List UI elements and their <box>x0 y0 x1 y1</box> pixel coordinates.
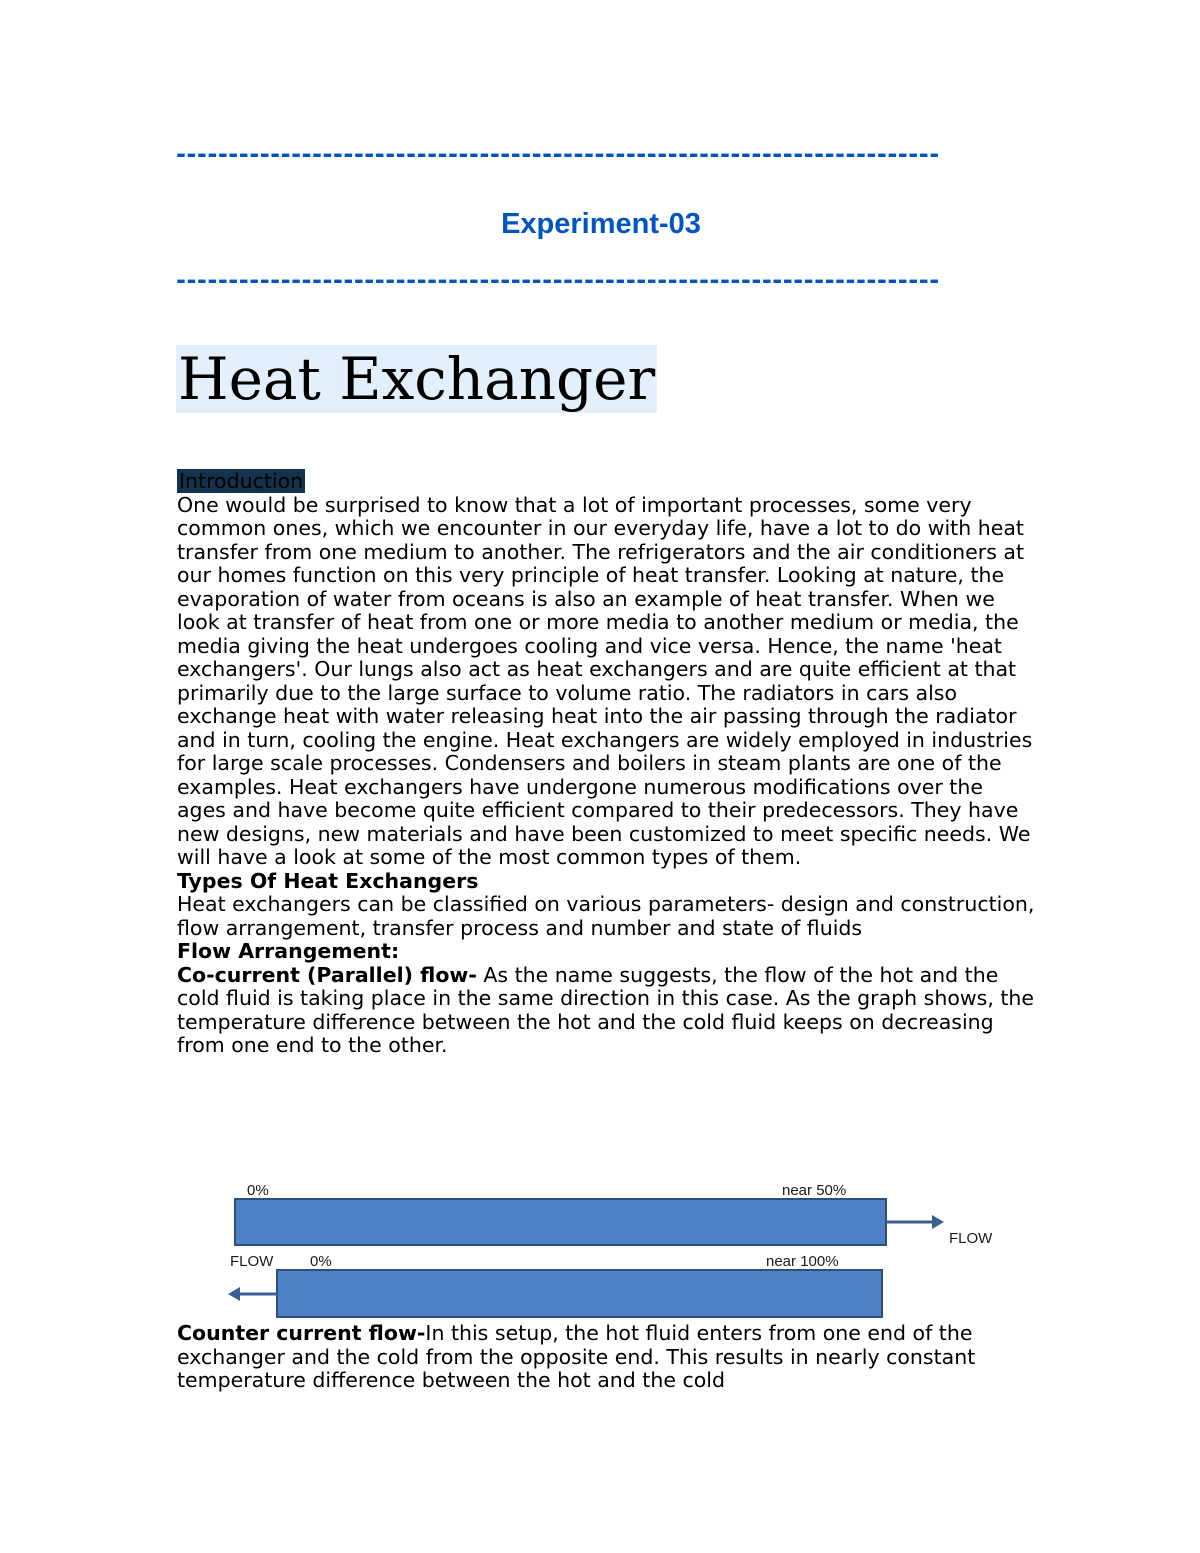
header-dash-rule-bottom: ------------------------------------------------------------------------- <box>176 266 940 294</box>
body-section-1 <box>177 470 1037 1058</box>
cocurrent-text: As the name suggests, the flow of the hot and the cold fluid is taking place in the same direction in this case. As the graph shows, the temperature difference between the hot and the cold fluid keeps on decreasing from one end to the other. <box>177 962 1035 1057</box>
top-flow-bar <box>235 1199 886 1245</box>
bottom-flow-bar <box>277 1270 882 1317</box>
types-paragraph: Heat exchangers can be classified on various parameters- design and construction, flow arrangement, transfer process and number and state of fluids <box>177 892 1035 940</box>
counter-current-term: Counter current flow- <box>177 1321 426 1345</box>
bottom-right-label: near 100% <box>766 1253 839 1270</box>
experiment-title: Experiment-03 <box>501 208 701 240</box>
cocurrent-term: Co-current (Parallel) flow- <box>177 962 477 987</box>
flow-diagram-svg <box>226 1180 1016 1320</box>
top-right-label: near 50% <box>782 1182 847 1199</box>
bottom-flow-label: FLOW <box>230 1253 274 1270</box>
counter-current-paragraph <box>177 1322 1037 1393</box>
flow-diagram <box>226 1180 1016 1320</box>
counter-current-text: In this setup, the hot fluid enters from one end of the exchanger and the cold from the opposite end. This results in nearly constant temperature difference between the hot and the cold <box>177 1321 976 1392</box>
body-section-2 <box>177 1322 1037 1393</box>
document-title <box>176 340 657 418</box>
introduction-heading <box>177 470 1037 494</box>
bottom-left-label: 0% <box>310 1253 332 1270</box>
top-flow-label: FLOW <box>949 1230 993 1247</box>
introduction-heading-text: Introduction <box>179 469 304 493</box>
flow-arrangement-heading: Flow Arrangement: <box>177 939 400 963</box>
document-title-text: Heat Exchanger <box>178 345 656 413</box>
right-arrow-icon <box>932 1215 944 1229</box>
cocurrent-paragraph <box>177 964 1037 1058</box>
top-left-label: 0% <box>247 1182 269 1199</box>
left-arrow-icon <box>228 1287 240 1301</box>
introduction-paragraph: One would be surprised to know that a lot of important processes, some very common ones, which we encounter in our everyday life, have a lot to do with heat transfer from one medium to another. The refrigerators and the air conditioners at our homes function on this very principle of heat transfer. Looking at nature, the evaporation of water from oceans is also an example of heat transfer. When we look at transfer of heat from one or more media to another medium or media, the media giving the heat undergoes cooling and vice versa. Hence, the name 'heat exchangers'. Our lungs also act as heat exchangers and are quite efficient at that primarily due to the large surface to volume ratio. The radiators in cars also exchange heat with water releasing heat into the air passing through the radiator and in turn, cooling the engine. Heat exchangers are widely employed in industries for large scale processes. Condensers and boilers in steam plants are one of the examples. Heat exchangers have undergone numerous modifications over the ages and have become quite efficient compared to their predecessors. They have new designs, new materials and have been customized to meet specific needs. We will have a look at some of the most common types of them. <box>177 492 1033 869</box>
types-heading: Types Of Heat Exchangers <box>177 868 479 893</box>
header-dash-rule-top: ------------------------------------------------------------------------- <box>176 140 940 168</box>
